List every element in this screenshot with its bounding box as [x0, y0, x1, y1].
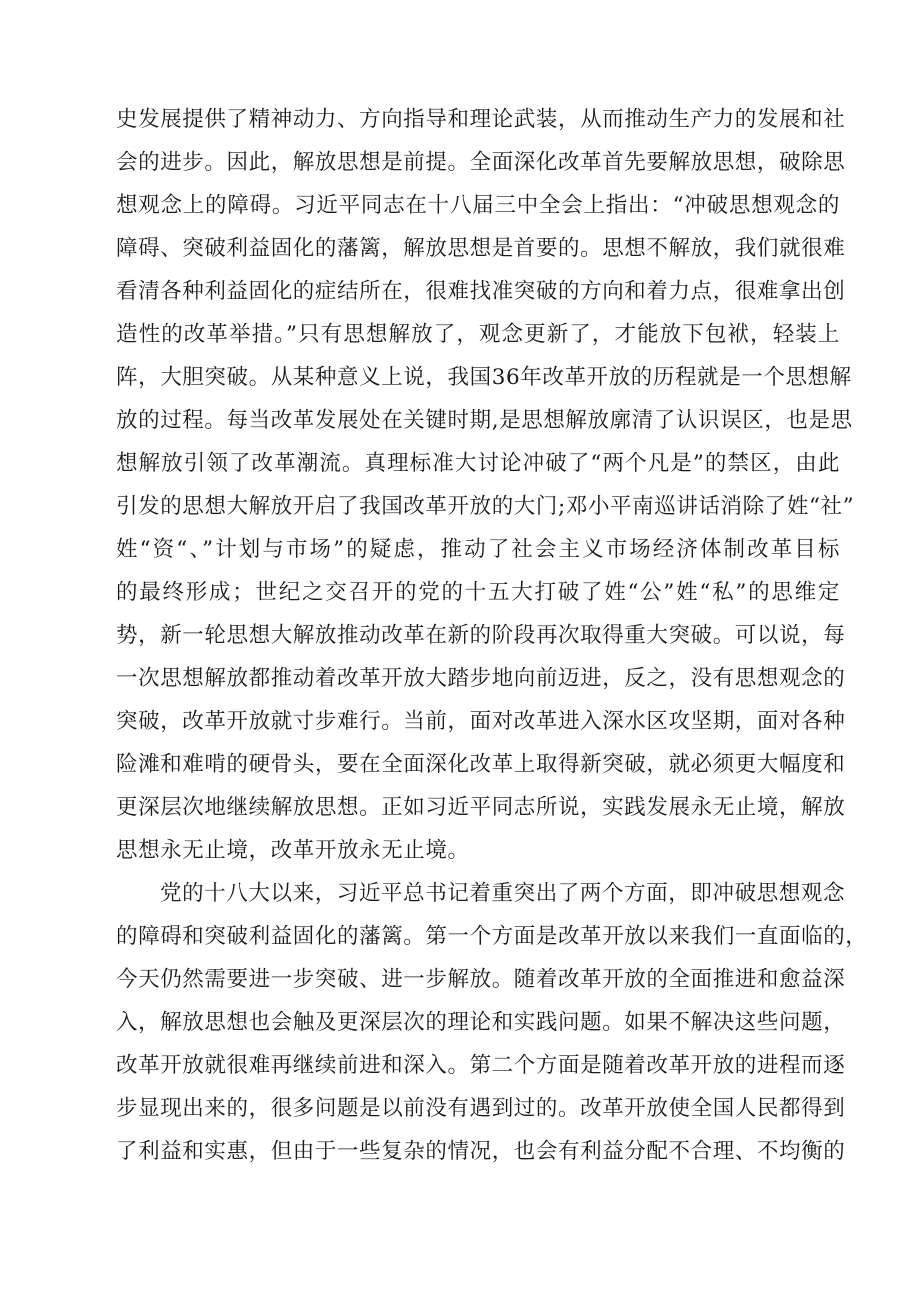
text-line: 的最终形成；世纪之交召开的党的十五大打破了姓“公”姓“私”的思维定: [116, 580, 840, 605]
text-line: 的障碍和突破利益固化的藩篱。第一个方面是改革开放以来我们一直面临的，: [116, 924, 868, 949]
text-line: 突破，改革开放就寸步难行。当前，面对改革进入深水区攻坚期，面对各种: [116, 709, 846, 734]
text-line: 阵，大胆突破。从某种意义上说，我国36年改革开放的历程就是一个思想解: [116, 365, 852, 390]
text-line: 势，新一轮思想大解放推动改革在新的阶段再次取得重大突破。可以说，每: [116, 623, 846, 648]
text-line: 今天仍然需要进一步突破、进一步解放。随着改革开放的全面推进和愈益深: [116, 967, 846, 992]
text-line: 步显现出来的，很多问题是以前没有遇到过的。改革开放使全国人民都得到: [116, 1096, 846, 1121]
text-line: 障碍、突破利益固化的藩篱，解放思想是首要的。思想不解放，我们就很难: [116, 236, 846, 261]
text-line: 了利益和实惠，但由于一些复杂的情况，也会有利益分配不合理、不均衡的: [116, 1139, 846, 1164]
text-line: 改革开放就很难再继续前进和深入。第二个方面是随着改革开放的进程而逐: [116, 1053, 846, 1078]
text-line: 姓“资“、”计划与市场”的疑虑，推动了社会主义市场经济体制改革目标: [116, 537, 840, 562]
text-line: 入，解放思想也会触及更深层次的理论和实践问题。如果不解决这些问题，: [116, 1010, 846, 1035]
paragraph-2: [116, 872, 868, 1173]
text-line: 更深层次地继续解放思想。正如习近平同志所说，实践发展永无止境，解放: [116, 795, 846, 820]
text-line: 想解放引领了改革潮流。真理标准大讨论冲破了“两个凡是”的禁区，由此: [116, 451, 840, 476]
text-line: 放的过程。每当改革发展处在关键时期,是思想解放廓清了认识误区，也是思: [116, 408, 853, 433]
text-line: 会的进步。因此，解放思想是前提。全面深化改革首先要解放思想，破除思: [116, 150, 846, 175]
paragraph-1: [116, 98, 855, 872]
text-line: 险滩和难啃的硬骨头，要在全面深化改革上取得新突破，就必须更大幅度和: [116, 752, 846, 777]
document-body: [116, 98, 868, 1173]
text-line: 看清各种利益固化的症结所在，很难找准突破的方向和着力点，很难拿出创: [116, 279, 846, 304]
text-line: 一次思想解放都推动着改革开放大踏步地向前迈进，反之，没有思想观念的: [116, 666, 846, 691]
text-line: 想观念上的障碍。习近平同志在十八届三中全会上指出：“冲破思想观念的: [116, 193, 840, 218]
text-line: 造性的改革举措。”只有思想解放了，观念更新了，才能放下包袱，轻装上: [116, 322, 840, 347]
text-line: 思想永无止境，改革开放永无止境。: [116, 838, 470, 863]
text-line: 引发的思想大解放开启了我国改革开放的大门;邓小平南巡讲话消除了姓“社”: [116, 494, 855, 519]
text-line: 史发展提供了精神动力、方向指导和理论武装，从而推动生产力的发展和社: [116, 107, 846, 132]
text-line: 党的十八大以来，习近平总书记着重突出了两个方面，即冲破思想观念: [160, 881, 846, 906]
